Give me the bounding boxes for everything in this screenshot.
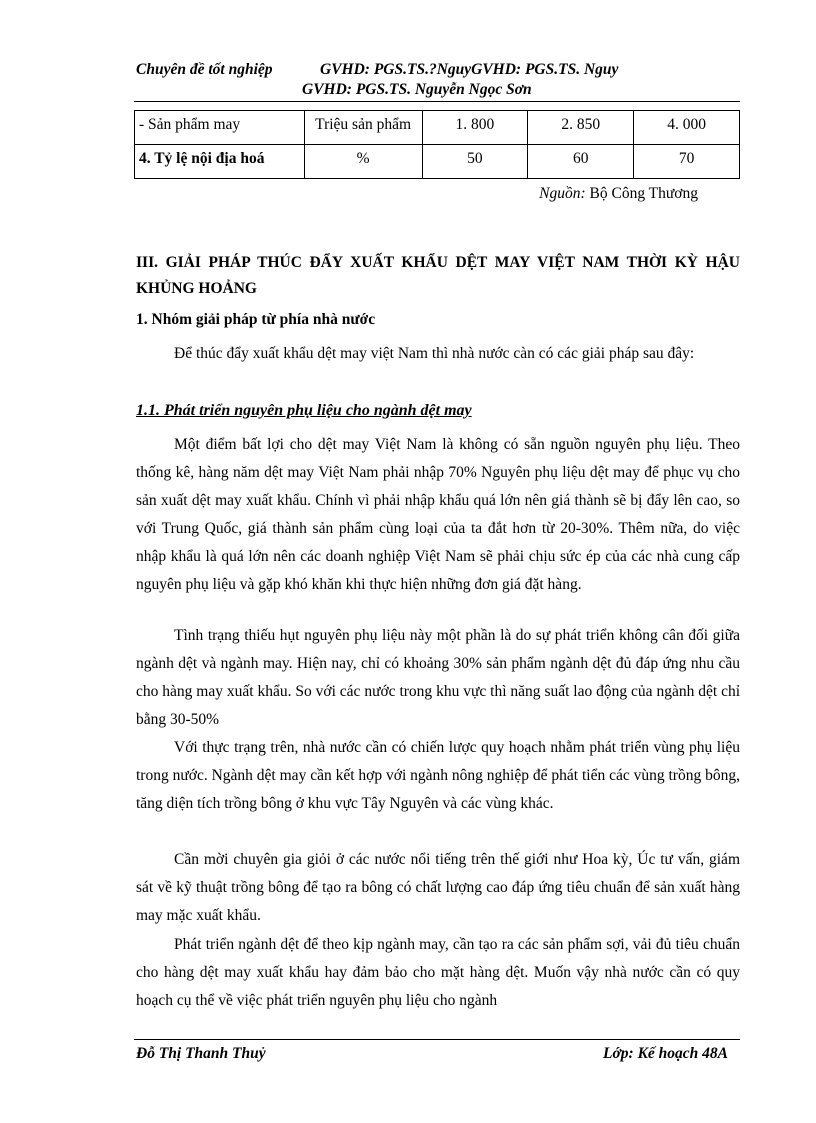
table-cell-unit: % xyxy=(304,145,422,179)
paragraph: Tình trạng thiếu hụt nguyên phụ liệu này một phần là do sự phát triển không cân đối giữa ngành dệt và ngành may. Hiện nay, chỉ có khoảng 30% sản phẩm ngành dệt đủ đáp ứng nhu cầu cho hàng may xuất khẩu. So với các nước trong khu vực thì năng suất lao động của ngành dệt chỉ bằng 30-50% xyxy=(136,627,740,728)
footer-class: Lớp: Kế hoạch 48A xyxy=(603,1045,728,1062)
subheading: 1. Nhóm giải pháp từ phía nhà nước xyxy=(136,311,376,328)
table-cell-value: 50 xyxy=(422,145,528,179)
data-table xyxy=(134,110,740,179)
table-cell-value: 4. 000 xyxy=(634,111,740,145)
source-text: Bộ Công Thương xyxy=(585,185,698,202)
intro-paragraph: Để thúc đẩy xuất khẩu dệt may việt Nam thì nhà nước càn có các giải pháp sau đây: xyxy=(174,345,695,362)
table-cell-value: 70 xyxy=(634,145,740,179)
table-cell-unit: Triệu sản phẩm xyxy=(304,111,422,145)
header-supervisor-line2: GVHD: PGS.TS. Nguyễn Ngọc Sơn xyxy=(302,81,532,98)
table-cell-value: 60 xyxy=(528,145,634,179)
source-label: Nguồn: xyxy=(539,185,586,202)
header-supervisor-line1: GVHD: PGS.TS.?NguyGVHD: PGS.TS. Nguy xyxy=(320,61,619,78)
table-source xyxy=(539,185,698,203)
paragraph: Cần mời chuyên gia giỏi ở các nước nổi tiếng trên thế giới như Hoa kỳ, Úc tư vấn, giám sát về kỹ thuật trồng bông để tạo ra bông có chất lượng cao đáp ứng tiêu chuẩn để sản xuất hàng may mặc xuất khẩu. xyxy=(136,851,740,924)
table-cell-label: - Sản phẩm may xyxy=(135,111,305,145)
page-header xyxy=(136,60,740,100)
table-row xyxy=(135,111,740,145)
header-rule xyxy=(134,101,740,102)
paragraph: Một điểm bất lợi cho dệt may Việt Nam là không có sẵn nguồn nguyên phụ liệu. Theo thống kê, hàng năm dệt may Việt Nam phải nhập 70% Nguyên phụ liệu dệt may để phục vụ cho sản xuất dệt may xuất khẩu. Chính vì phải nhập khẩu quá lớn nên giá thành sẽ bị đẩy lên cao, so với Trung Quốc, giá thành sản phẩm cùng loại của ta đắt hơn từ 20-30%. Thêm nữa, do việc nhập khẩu là quá lớn nên các doanh nghiệp Việt Nam sẽ phải chịu sức ép của các nhà cung cấp nguyên phụ liệu và gặp khó khăn khi thực hiện những đơn giá đặt hàng. xyxy=(136,436,740,593)
subsubheading: 1.1. Phát triển nguyên phụ liệu cho ngành dệt may xyxy=(136,402,472,419)
footer-rule xyxy=(134,1039,740,1040)
section-heading: III. GIẢI PHÁP THÚC ĐẨY XUẤT KHẨU DỆT MAY VIỆT NAM THỜI KỲ HẬU KHỦNG HOẢNG xyxy=(136,254,740,297)
table-cell-label: 4. Tỷ lệ nội địa hoá xyxy=(135,145,305,179)
footer-author: Đỗ Thị Thanh Thuỷ xyxy=(136,1045,266,1062)
table-cell-value: 2. 850 xyxy=(528,111,634,145)
paragraph: Với thực trạng trên, nhà nước cần có chiến lược quy hoạch nhằm phát triển vùng phụ liệu trong nước. Ngành dệt may cần kết hợp với ngành nông nghiệp để phát tiển các vùng trồng bông, tăng diện tích trồng bông ở khu vực Tây Nguyên và các vùng khác. xyxy=(136,739,740,812)
header-course: Chuyên đề tốt nghiệp xyxy=(136,61,273,78)
table-cell-value: 1. 800 xyxy=(422,111,528,145)
paragraph: Phát triển ngành dệt để theo kịp ngành may, cần tạo ra các sản phẩm sợi, vải đủ tiêu chuẩn cho hàng dệt may xuất khẩu hay đảm bảo cho mặt hàng dệt. Muốn vậy nhà nước cần có quy hoạch cụ thể về việc phát triển nguyên phụ liệu cho ngành xyxy=(136,936,740,1009)
table-row xyxy=(135,145,740,179)
